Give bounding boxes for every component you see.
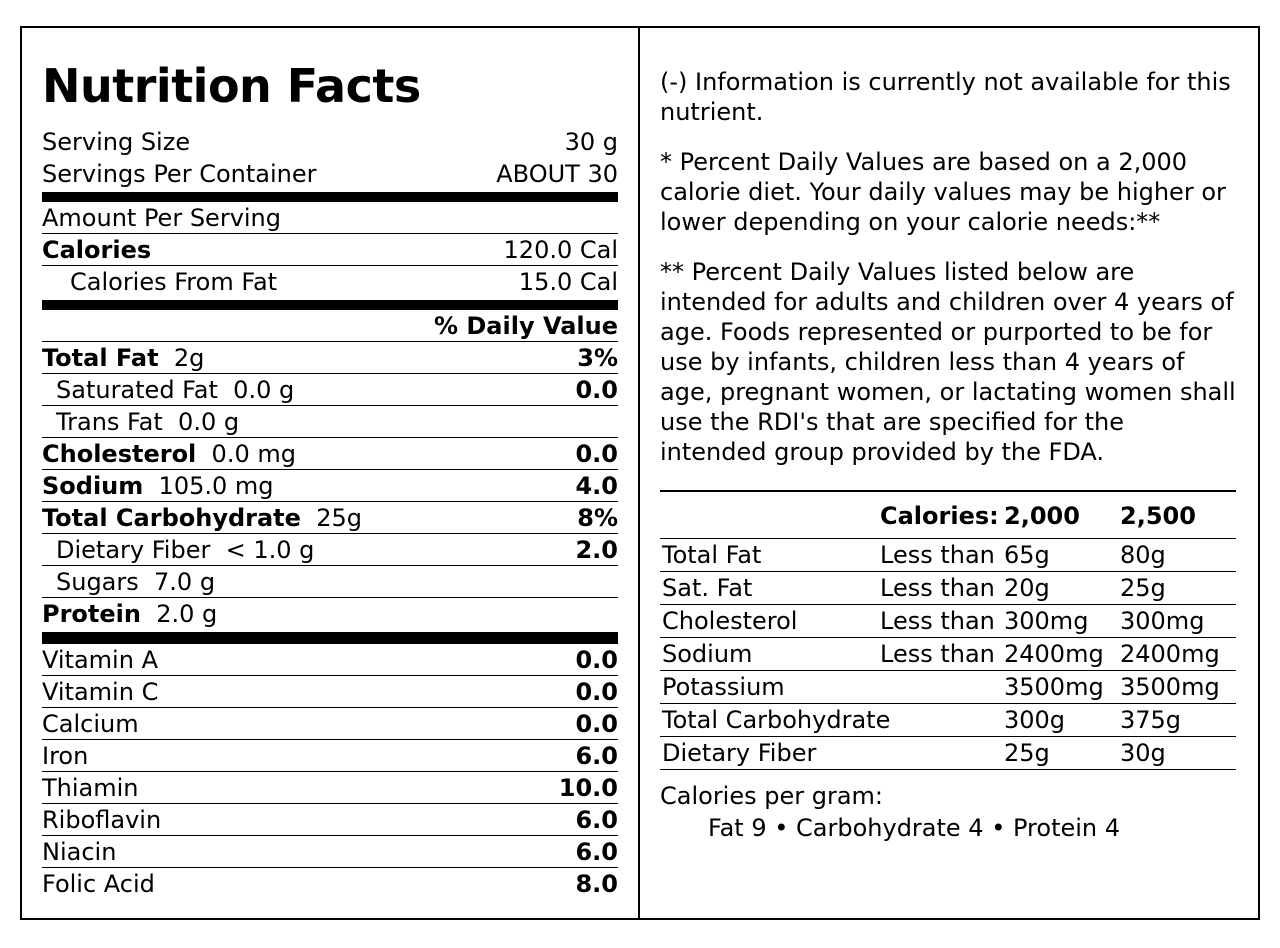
dv-nutrient: Total Carbohydrate bbox=[662, 706, 891, 734]
nutrient-name: Total Fat bbox=[42, 344, 159, 372]
nutrient-dv: 0.0 bbox=[575, 376, 618, 404]
dv-table-row bbox=[660, 671, 1236, 704]
vitamin-name: Folic Acid bbox=[42, 870, 155, 898]
dv-2000-value: 65g bbox=[1004, 541, 1050, 569]
dv-2500-value: 375g bbox=[1120, 706, 1182, 734]
nutrient-name: Saturated Fat bbox=[56, 376, 218, 404]
dv-2000-value: 300mg bbox=[1004, 607, 1089, 635]
vitamin-dv: 6.0 bbox=[575, 806, 618, 834]
nutrient-dv: 4.0 bbox=[575, 472, 618, 500]
calories-from-fat-label: Calories From Fat bbox=[70, 268, 278, 296]
nutrient-row bbox=[42, 342, 618, 374]
nutrient-row bbox=[42, 406, 618, 438]
vitamin-row bbox=[42, 804, 618, 836]
nutrient-name: Trans Fat bbox=[56, 408, 163, 436]
nutrient-dv: 2.0 bbox=[575, 536, 618, 564]
calories-column-label: Calories: bbox=[880, 502, 999, 530]
nutrient-dv: 0.0 bbox=[575, 440, 618, 468]
vitamin-row bbox=[42, 772, 618, 804]
nutrient-dv: 8% bbox=[577, 504, 618, 532]
calories-label: Calories bbox=[42, 236, 152, 264]
vitamin-row bbox=[42, 644, 618, 676]
vitamin-name: Thiamin bbox=[42, 774, 139, 802]
vitamin-dv: 6.0 bbox=[575, 838, 618, 866]
nutrient-dv: 3% bbox=[577, 344, 618, 372]
serving-size-label: Serving Size bbox=[42, 128, 191, 156]
vitamin-row bbox=[42, 868, 618, 900]
nutrient-name: Sugars bbox=[56, 568, 139, 596]
calories-per-gram-detail: Fat 9 • Carbohydrate 4 • Protein 4 bbox=[708, 814, 1121, 842]
vitamin-dv: 8.0 bbox=[575, 870, 618, 898]
dv-2000-value: 300g bbox=[1004, 706, 1066, 734]
nutrient-amount: 25g bbox=[316, 504, 362, 532]
vitamin-row bbox=[42, 676, 618, 708]
dv-2000-value: 3500mg bbox=[1004, 673, 1104, 701]
dv-2000-value: 20g bbox=[1004, 574, 1050, 602]
thick-rule bbox=[42, 300, 618, 310]
nutrient-name: Total Carbohydrate bbox=[42, 504, 301, 532]
dv-nutrient: Sodium bbox=[662, 640, 753, 668]
nutrient-row bbox=[42, 438, 618, 470]
column-2000: 2,000 bbox=[1004, 502, 1080, 530]
dv-qualifier: Less than bbox=[880, 574, 995, 602]
nutrient-name: Protein bbox=[42, 600, 141, 628]
daily-value-header: % Daily Value bbox=[433, 312, 618, 340]
percent-dv-note: * Percent Daily Values are based on a 2,000 calorie diet. Your daily values may be higher or lower depending on your calorie needs:** bbox=[660, 148, 1226, 236]
daily-value-reference-table bbox=[660, 490, 1236, 770]
nutrient-amount: 2g bbox=[173, 344, 205, 372]
panel-divider bbox=[638, 26, 640, 920]
nutrient-row bbox=[42, 534, 618, 566]
dv-nutrient: Potassium bbox=[662, 673, 785, 701]
vitamin-row bbox=[42, 836, 618, 868]
column-2500: 2,500 bbox=[1120, 502, 1196, 530]
servings-per-container-value: ABOUT 30 bbox=[496, 160, 618, 188]
nutrient-amount: 0.0 g bbox=[178, 408, 240, 436]
calories-from-fat-row bbox=[42, 266, 618, 298]
unavailable-note: (-) Information is currently not available for this nutrient. bbox=[660, 68, 1231, 126]
calories-per-gram-label: Calories per gram: bbox=[660, 782, 884, 810]
nutrient-amount: < 1.0 g bbox=[225, 536, 315, 564]
dv-table-row bbox=[660, 572, 1236, 605]
nutrient-row bbox=[42, 470, 618, 502]
dv-table-header bbox=[660, 492, 1236, 539]
vitamin-row bbox=[42, 708, 618, 740]
dv-table-row bbox=[660, 737, 1236, 770]
nutrient-row bbox=[42, 502, 618, 534]
dv-qualifier: Less than bbox=[880, 607, 995, 635]
dv-qualifier: Less than bbox=[880, 541, 995, 569]
nutrient-row bbox=[42, 566, 618, 598]
nutrient-name: Dietary Fiber bbox=[56, 536, 211, 564]
amount-per-serving-row bbox=[42, 202, 618, 234]
nutrient-row bbox=[42, 598, 618, 630]
nutrient-name: Cholesterol bbox=[42, 440, 197, 468]
vitamin-dv: 0.0 bbox=[575, 646, 618, 674]
servings-per-container-row bbox=[42, 158, 618, 190]
dv-2500-value: 3500mg bbox=[1120, 673, 1220, 701]
daily-value-header-row bbox=[42, 310, 618, 342]
dv-2500-value: 80g bbox=[1120, 541, 1166, 569]
vitamin-name: Riboflavin bbox=[42, 806, 162, 834]
vitamin-name: Iron bbox=[42, 742, 89, 770]
amount-per-serving-label: Amount Per Serving bbox=[42, 204, 282, 232]
dv-qualifier: Less than bbox=[880, 640, 995, 668]
vitamin-row bbox=[42, 740, 618, 772]
calories-from-fat-value: 15.0 Cal bbox=[518, 268, 618, 296]
dv-2500-value: 30g bbox=[1120, 739, 1166, 767]
nutrient-name: Sodium bbox=[42, 472, 144, 500]
nutrient-amount: 2.0 g bbox=[156, 600, 218, 628]
vitamin-dv: 0.0 bbox=[575, 678, 618, 706]
dv-2500-value: 2400mg bbox=[1120, 640, 1220, 668]
dv-table-row bbox=[660, 704, 1236, 737]
dv-nutrient: Sat. Fat bbox=[662, 574, 753, 602]
dv-2000-value: 25g bbox=[1004, 739, 1050, 767]
calories-value: 120.0 Cal bbox=[503, 236, 618, 264]
nutrient-amount: 0.0 g bbox=[233, 376, 295, 404]
vitamin-dv: 6.0 bbox=[575, 742, 618, 770]
serving-size-row bbox=[42, 126, 618, 158]
nutrient-amount: 0.0 mg bbox=[211, 440, 296, 468]
dv-2000-value: 2400mg bbox=[1004, 640, 1104, 668]
vitamin-name: Vitamin A bbox=[42, 646, 158, 674]
nutrient-amount: 7.0 g bbox=[154, 568, 216, 596]
serving-size-value: 30 g bbox=[564, 128, 618, 156]
nutrition-facts-title: Nutrition Facts bbox=[42, 59, 421, 113]
vitamin-dv: 0.0 bbox=[575, 710, 618, 738]
dv-table-row bbox=[660, 605, 1236, 638]
vitamin-dv: 10.0 bbox=[558, 774, 618, 802]
vitamin-name: Niacin bbox=[42, 838, 117, 866]
dv-table-row bbox=[660, 539, 1236, 572]
vitamin-name: Calcium bbox=[42, 710, 139, 738]
rdi-note: ** Percent Daily Values listed below are intended for adults and children over 4 years of age. Foods represented or purported to be for use by infants, children less than 4 years of age, pregnant women, or lactating women shall use the RDI's that are specified for the intended group provided by the FDA. bbox=[660, 258, 1236, 466]
nutrient-row bbox=[42, 374, 618, 406]
nutrient-amount: 105.0 mg bbox=[158, 472, 274, 500]
dv-nutrient: Total Fat bbox=[662, 541, 762, 569]
dv-nutrient: Cholesterol bbox=[662, 607, 798, 635]
dv-2500-value: 300mg bbox=[1120, 607, 1205, 635]
dv-table-row bbox=[660, 638, 1236, 671]
thick-rule bbox=[42, 192, 618, 202]
thick-rule bbox=[42, 632, 618, 644]
vitamin-name: Vitamin C bbox=[42, 678, 159, 706]
dv-nutrient: Dietary Fiber bbox=[662, 739, 817, 767]
dv-2500-value: 25g bbox=[1120, 574, 1166, 602]
calories-row bbox=[42, 234, 618, 266]
servings-per-container-label: Servings Per Container bbox=[42, 160, 317, 188]
